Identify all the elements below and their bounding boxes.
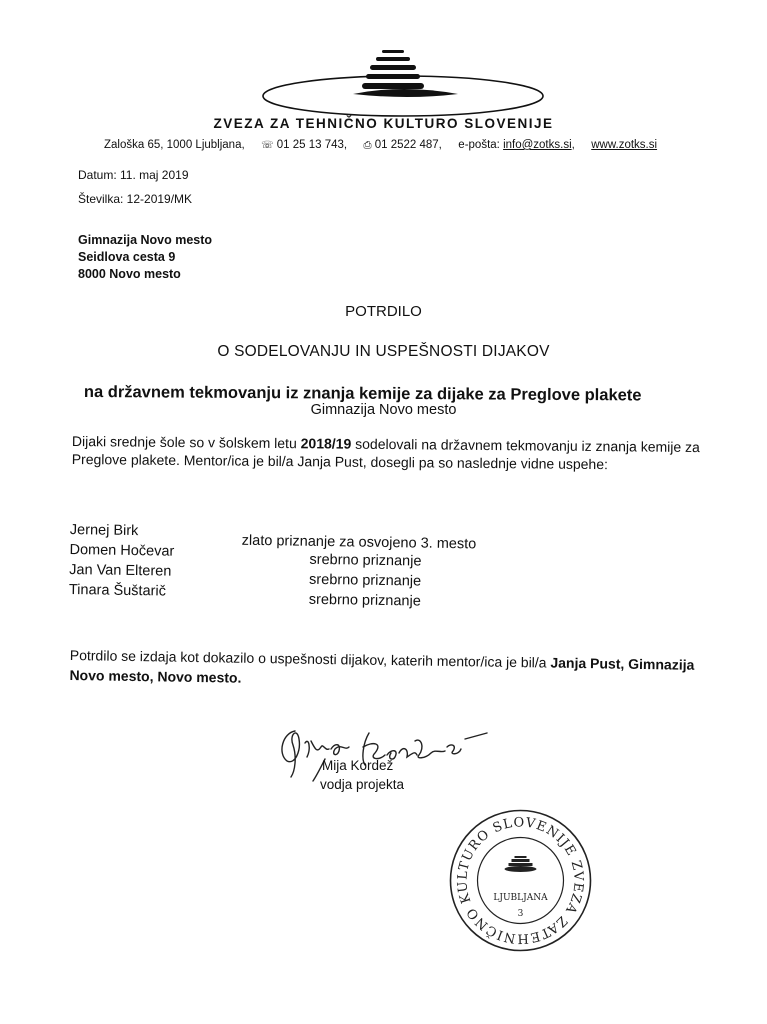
document-subtitle: O SODELOVANJU IN USPEŠNOSTI DIJAKOV (217, 343, 550, 360)
signer-name: Mija Kordež (322, 758, 394, 773)
body-paragraph (72, 432, 702, 474)
student-name: Domen Hočevar (69, 541, 175, 560)
email-label: e-pošta: (458, 139, 500, 151)
document-title: POTRDILO (345, 303, 422, 320)
school-name: Gimnazija Novo mesto (310, 402, 457, 418)
zotks-logo (258, 44, 548, 120)
official-stamp (448, 808, 593, 953)
student-name: Jernej Birk (69, 522, 139, 540)
svg-text:3: 3 (517, 909, 524, 919)
confirmation-paragraph (69, 645, 710, 695)
phone-icon: ☏ (261, 140, 274, 151)
website-link[interactable]: www.zotks.si (591, 139, 658, 151)
recipient-line-3: 8000 Novo mesto (78, 267, 181, 281)
phone-text: 01 25 13 743, (276, 139, 348, 151)
fax-icon: ⎙ (363, 140, 372, 151)
svg-text:LJUBLJANA: LJUBLJANA (493, 893, 548, 903)
recipient-line-1: Gimnazija Novo mesto (78, 233, 213, 247)
document-number: Številka: 12-2019/MK (78, 192, 193, 206)
org-name: ZVEZA ZA TEHNIČNO KULTURO SLOVENIJE (213, 116, 554, 131)
student-name: Tinara Šuštarič (68, 581, 167, 600)
fax-text: 01 2522 487, (374, 139, 442, 151)
svg-text:TEHNIČNO KULTURO SLOVENIJE ZV: TEHNIČNO KULTURO SLOVENIJE ZVEZA ZA (455, 815, 586, 946)
email-suffix: , (571, 139, 575, 151)
paragraph-text-2: sodelovali na državnem tekmovanju iz znanja kemije za Preglove plakete. Mentor/ica je bil/a Janja Pust, dosegli pa so naslednje vidne uspehe: (71, 435, 700, 473)
document-date: Datum: 11. maj 2019 (78, 168, 189, 182)
student-award: srebrno priznanje (309, 551, 422, 570)
student-award: srebrno priznanje (308, 591, 421, 610)
student-award: zlato priznanje za osvojeno 3. mesto (241, 532, 477, 553)
student-name: Jan Van Elteren (69, 561, 172, 580)
results-list (68, 522, 550, 630)
email-link[interactable]: info@zotks.si (503, 139, 572, 151)
competition-title: na državnem tekmovanju iz znanja kemije za dijake za Preglove plakete (83, 383, 642, 405)
address-text: Zaloška 65, 1000 Ljubljana, (104, 139, 245, 151)
student-award: srebrno priznanje (308, 571, 422, 590)
confirmation-text: Potrdilo se izdaja kot dokazilo o uspešnosti dijakov, katerih mentor/ica je bil/a (69, 646, 551, 671)
school-year: 2018/19 (300, 435, 352, 452)
paragraph-text-1: Dijaki srednje šole so v šolskem letu (71, 432, 301, 452)
recipient-line-2: Seidlova cesta 9 (78, 250, 176, 264)
signer-role: vodja projekta (320, 777, 405, 792)
confirmation-bold-text: Janja Pust, Gimnazija Novo mesto, Novo mesto. (69, 654, 695, 686)
contact-line (104, 139, 657, 151)
